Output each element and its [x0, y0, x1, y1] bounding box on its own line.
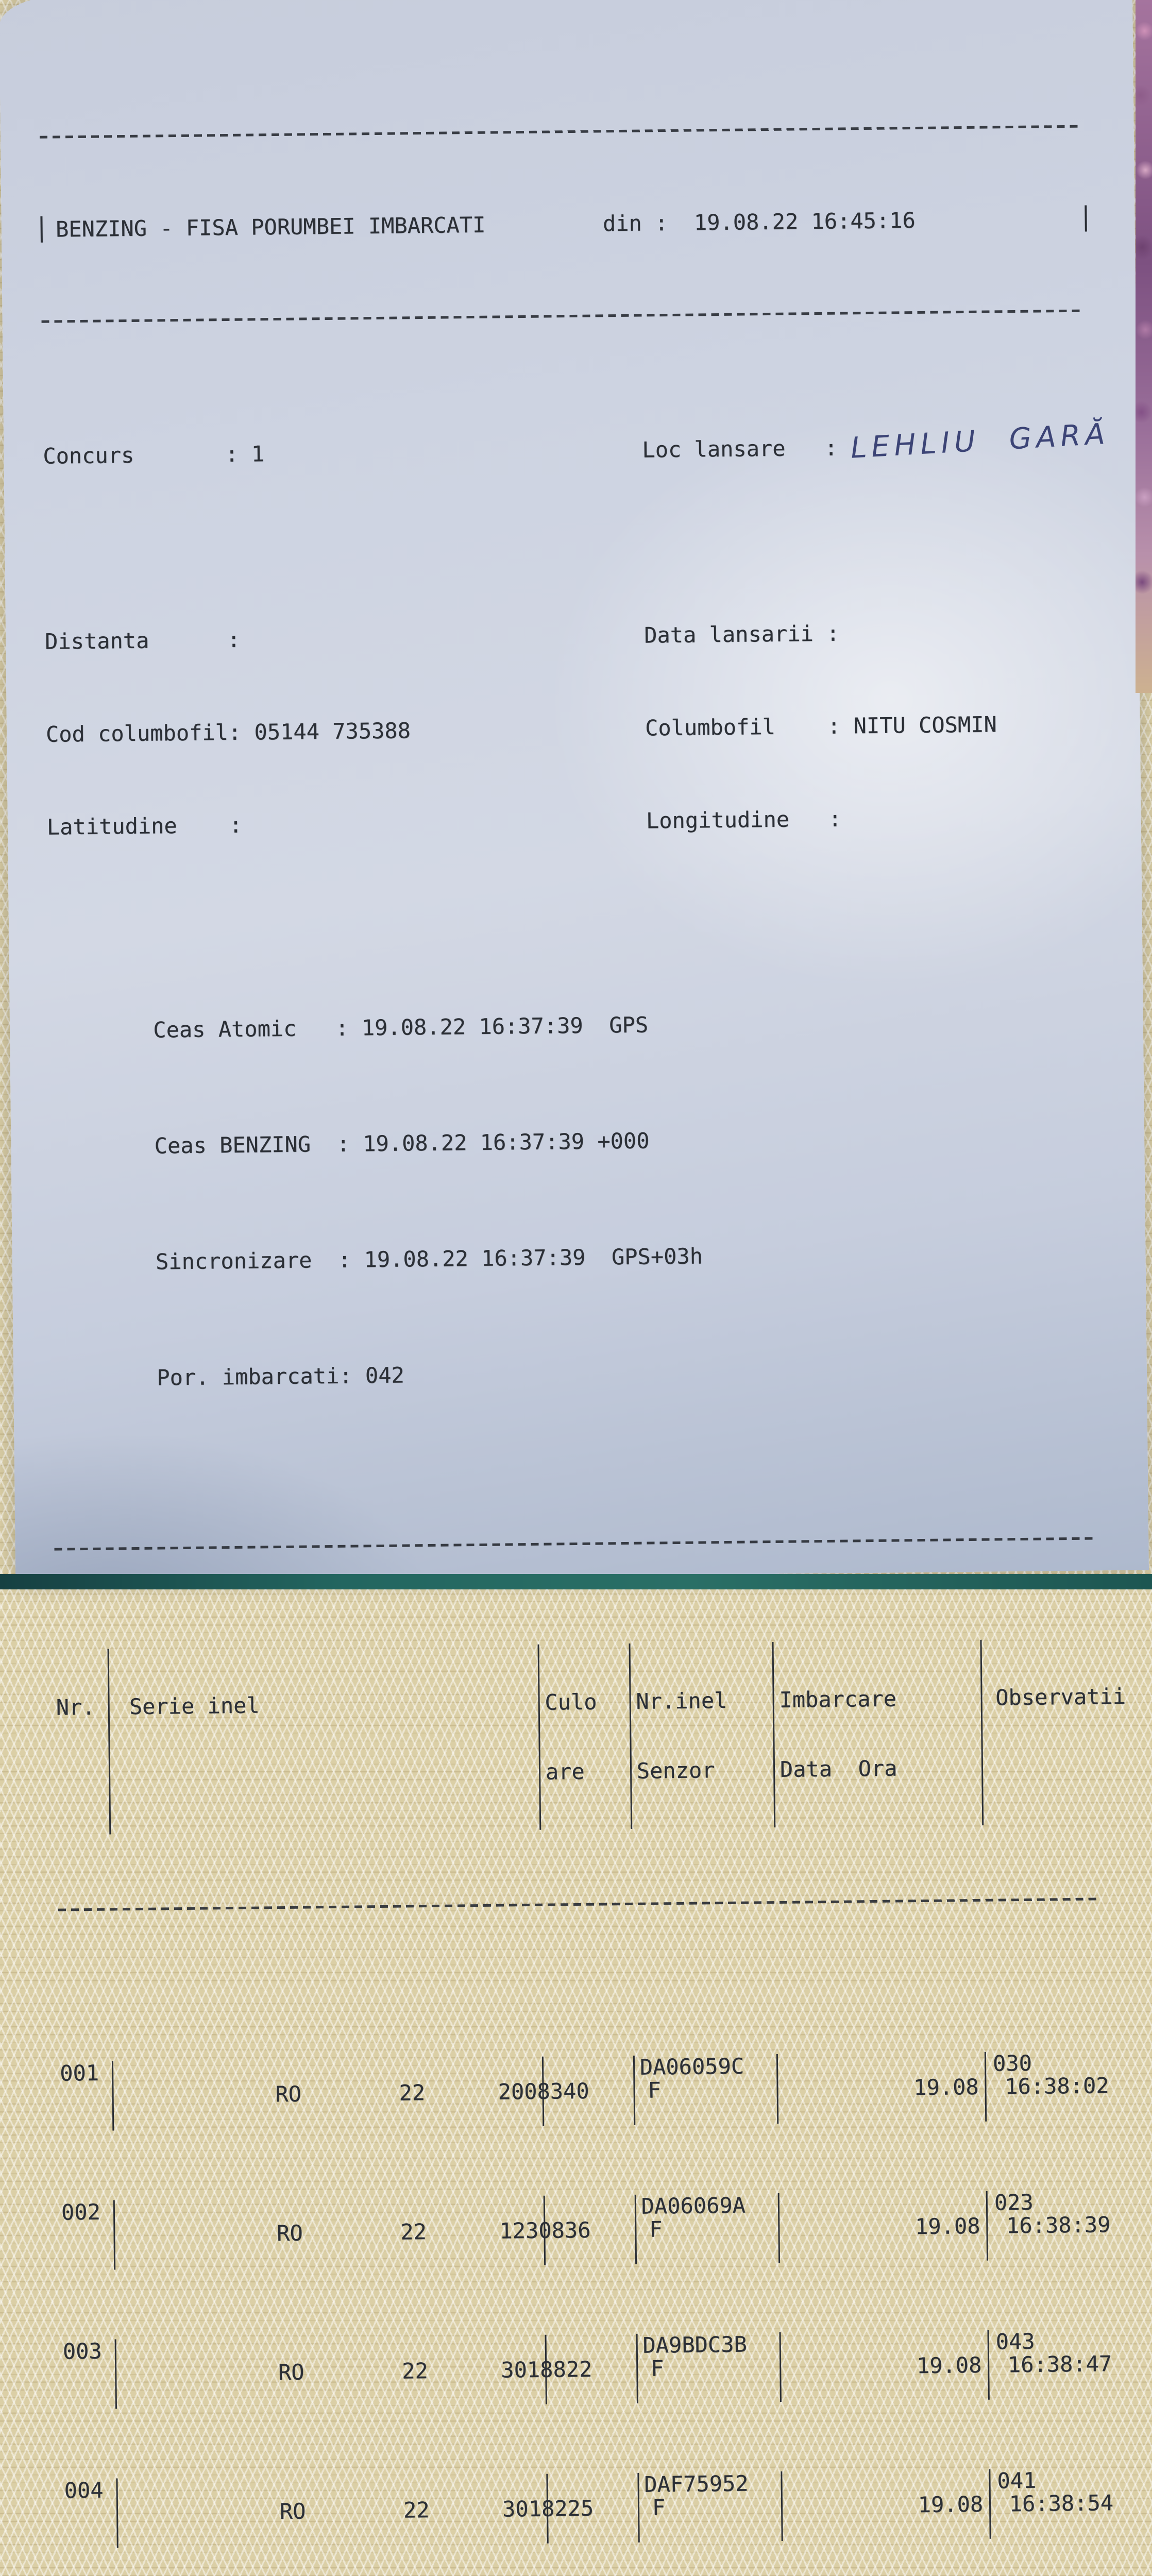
table-body — [59, 2004, 1152, 2576]
info-concurs — [43, 438, 642, 468]
row-serie — [112, 2057, 543, 2131]
col-header-nr: Nr. — [56, 1649, 110, 1835]
row-culoare — [546, 2473, 638, 2544]
clock-label: Ceas Atomic — [153, 1016, 335, 1042]
row-ora: 16:38:02 — [1005, 2073, 1109, 2099]
info-longitudine — [646, 807, 855, 832]
info-value: 1 — [251, 442, 265, 465]
row-ora: 16:38:47 — [1008, 2351, 1112, 2377]
row-observatii: 043 — [988, 2329, 1106, 2399]
row-imbarcare — [776, 2052, 986, 2124]
info-row-latitudine-longitudine — [47, 804, 1114, 839]
row-data: 19.08 — [917, 2352, 982, 2378]
row-sex: F — [648, 2078, 661, 2102]
row-nr: 002 — [61, 2200, 114, 2270]
colon: : — [828, 807, 855, 831]
info-value: 05144 735388 — [254, 719, 411, 743]
info-columbofil — [645, 713, 997, 739]
colon: : — [227, 628, 253, 652]
info-row-distanta-data — [45, 619, 1112, 653]
row-data: 19.08 — [915, 2213, 980, 2239]
row-data: 19.08 — [913, 2074, 979, 2100]
info-distanta — [45, 624, 645, 653]
row-ring-number: 2008340 — [425, 2079, 589, 2104]
info-label: Distanta — [45, 628, 227, 653]
row-culoare — [545, 2334, 636, 2404]
clock-value: 19.08.22 16:37:39 GPS+03h — [364, 1243, 703, 1272]
col-header-observatii: Observatii — [980, 1638, 1099, 1825]
row-senzor: DA9BDC3B — [636, 2332, 780, 2403]
row-senzor: DA06069A — [634, 2193, 778, 2264]
info-cod-columbofil — [46, 717, 646, 746]
colon: : — [827, 714, 854, 738]
info-row-cod-columbofil — [46, 711, 1113, 746]
clock-block — [48, 939, 1120, 1460]
row-serie — [115, 2335, 546, 2409]
info-row-concurs-loc — [43, 433, 1110, 468]
row-observatii: 023 — [986, 2190, 1104, 2260]
row-sex: F — [649, 2217, 663, 2241]
bottom-edge-teal-fabric — [0, 1574, 1152, 1589]
clock-label: Ceas BENZING — [154, 1132, 336, 1158]
row-culoare — [541, 2056, 633, 2126]
row-country: RO — [277, 2221, 316, 2245]
colon: : — [336, 1131, 363, 1157]
colon: : — [339, 1363, 365, 1388]
clock-line-ceas-benzing — [50, 1101, 1117, 1182]
colon: : — [335, 1015, 362, 1041]
clock-line-sincronizare — [51, 1217, 1119, 1298]
col-header-serie: Serie inel — [108, 1645, 539, 1835]
row-ring-number: 1230836 — [427, 2218, 591, 2243]
clock-line-por-imbarcati — [52, 1333, 1120, 1414]
colon: : — [228, 720, 255, 744]
row-ora: 16:38:39 — [1006, 2212, 1111, 2238]
row-year: 22 — [400, 2220, 427, 2244]
table-header — [56, 1638, 1125, 1835]
col-header-culoare: Culo are — [537, 1643, 631, 1830]
row-imbarcare — [781, 2469, 990, 2541]
info-label: Data lansarii — [644, 622, 826, 647]
colon: : — [338, 1247, 364, 1273]
table-row — [64, 2468, 1131, 2549]
row-country: RO — [275, 2082, 314, 2106]
printed-report — [39, 55, 1152, 2576]
table-row — [63, 2329, 1130, 2410]
row-sex: F — [651, 2357, 664, 2380]
right-edge-floral-fabric — [1136, 0, 1152, 693]
col-header-senzor: Nr.inel Senzor — [629, 1642, 774, 1829]
row-senzor: DAF75952 — [637, 2471, 782, 2543]
table-row — [60, 2050, 1127, 2131]
print-date-label: din : — [603, 211, 668, 235]
info-label: Latitudine — [47, 814, 229, 839]
info-label: Longitudine — [646, 807, 828, 833]
colon: : — [225, 443, 251, 466]
row-ring-number: 3018822 — [428, 2358, 592, 2382]
report-title: BENZING - FISA PORUMBEI IMBARCATI — [56, 213, 486, 241]
colon: : — [826, 621, 853, 645]
dashed-separator — [54, 1537, 1096, 1550]
clock-value: 19.08.22 16:37:39 GPS — [362, 1012, 649, 1041]
info-label: Loc lansare — [642, 436, 824, 462]
clock-label: Sincronizare — [156, 1248, 338, 1274]
info-data-lansarii — [644, 621, 853, 647]
row-sex: F — [652, 2496, 666, 2519]
row-observatii: 030 — [985, 2050, 1103, 2121]
row-nr: 001 — [60, 2061, 113, 2131]
colon: : — [824, 436, 851, 460]
info-latitudine — [47, 809, 647, 839]
row-serie — [113, 2196, 544, 2270]
spacer — [668, 211, 694, 235]
row-imbarcare — [779, 2330, 988, 2402]
report-header-row — [40, 206, 1087, 243]
info-label: Columbofil — [645, 715, 827, 740]
row-country: RO — [278, 2360, 317, 2384]
handwritten-loc-value: LEHLIU GARĂ — [850, 422, 1110, 460]
row-observatii: 041 — [989, 2468, 1107, 2538]
row-nr: 004 — [64, 2478, 117, 2548]
row-serie — [116, 2474, 547, 2548]
clock-value: 19.08.22 16:37:39 +000 — [363, 1128, 650, 1157]
row-year: 22 — [402, 2359, 428, 2383]
row-ring-number: 3018225 — [429, 2497, 594, 2521]
clock-label: Por. imbarcati — [157, 1364, 339, 1389]
row-senzor: DA06059C — [633, 2054, 777, 2125]
clock-line-ceas-atomic — [48, 985, 1116, 1066]
row-year: 22 — [399, 2081, 425, 2105]
colon: : — [229, 813, 256, 837]
dashed-separator — [58, 1897, 1100, 1911]
row-year: 22 — [403, 2498, 430, 2522]
dashed-separator — [42, 310, 1084, 323]
row-culoare — [543, 2195, 635, 2265]
info-value: NITU COSMIN — [853, 713, 997, 737]
info-loc-lansare — [642, 433, 1110, 462]
row-country: RO — [280, 2499, 319, 2523]
clock-value: 042 — [365, 1363, 404, 1388]
dashed-separator — [40, 125, 1082, 139]
row-imbarcare — [777, 2191, 987, 2263]
blank-line — [44, 526, 1111, 561]
row-nr: 003 — [63, 2339, 116, 2409]
info-label: Cod columbofil — [46, 721, 228, 746]
table-row — [61, 2190, 1129, 2270]
row-data: 19.08 — [918, 2492, 983, 2517]
row-ora: 16:38:54 — [1009, 2490, 1113, 2516]
print-date-value: 19.08.22 16:45:16 — [694, 209, 916, 234]
info-label: Concurs — [43, 443, 225, 468]
col-header-imbarcare: Imbarcare Data Ora — [772, 1640, 982, 1827]
